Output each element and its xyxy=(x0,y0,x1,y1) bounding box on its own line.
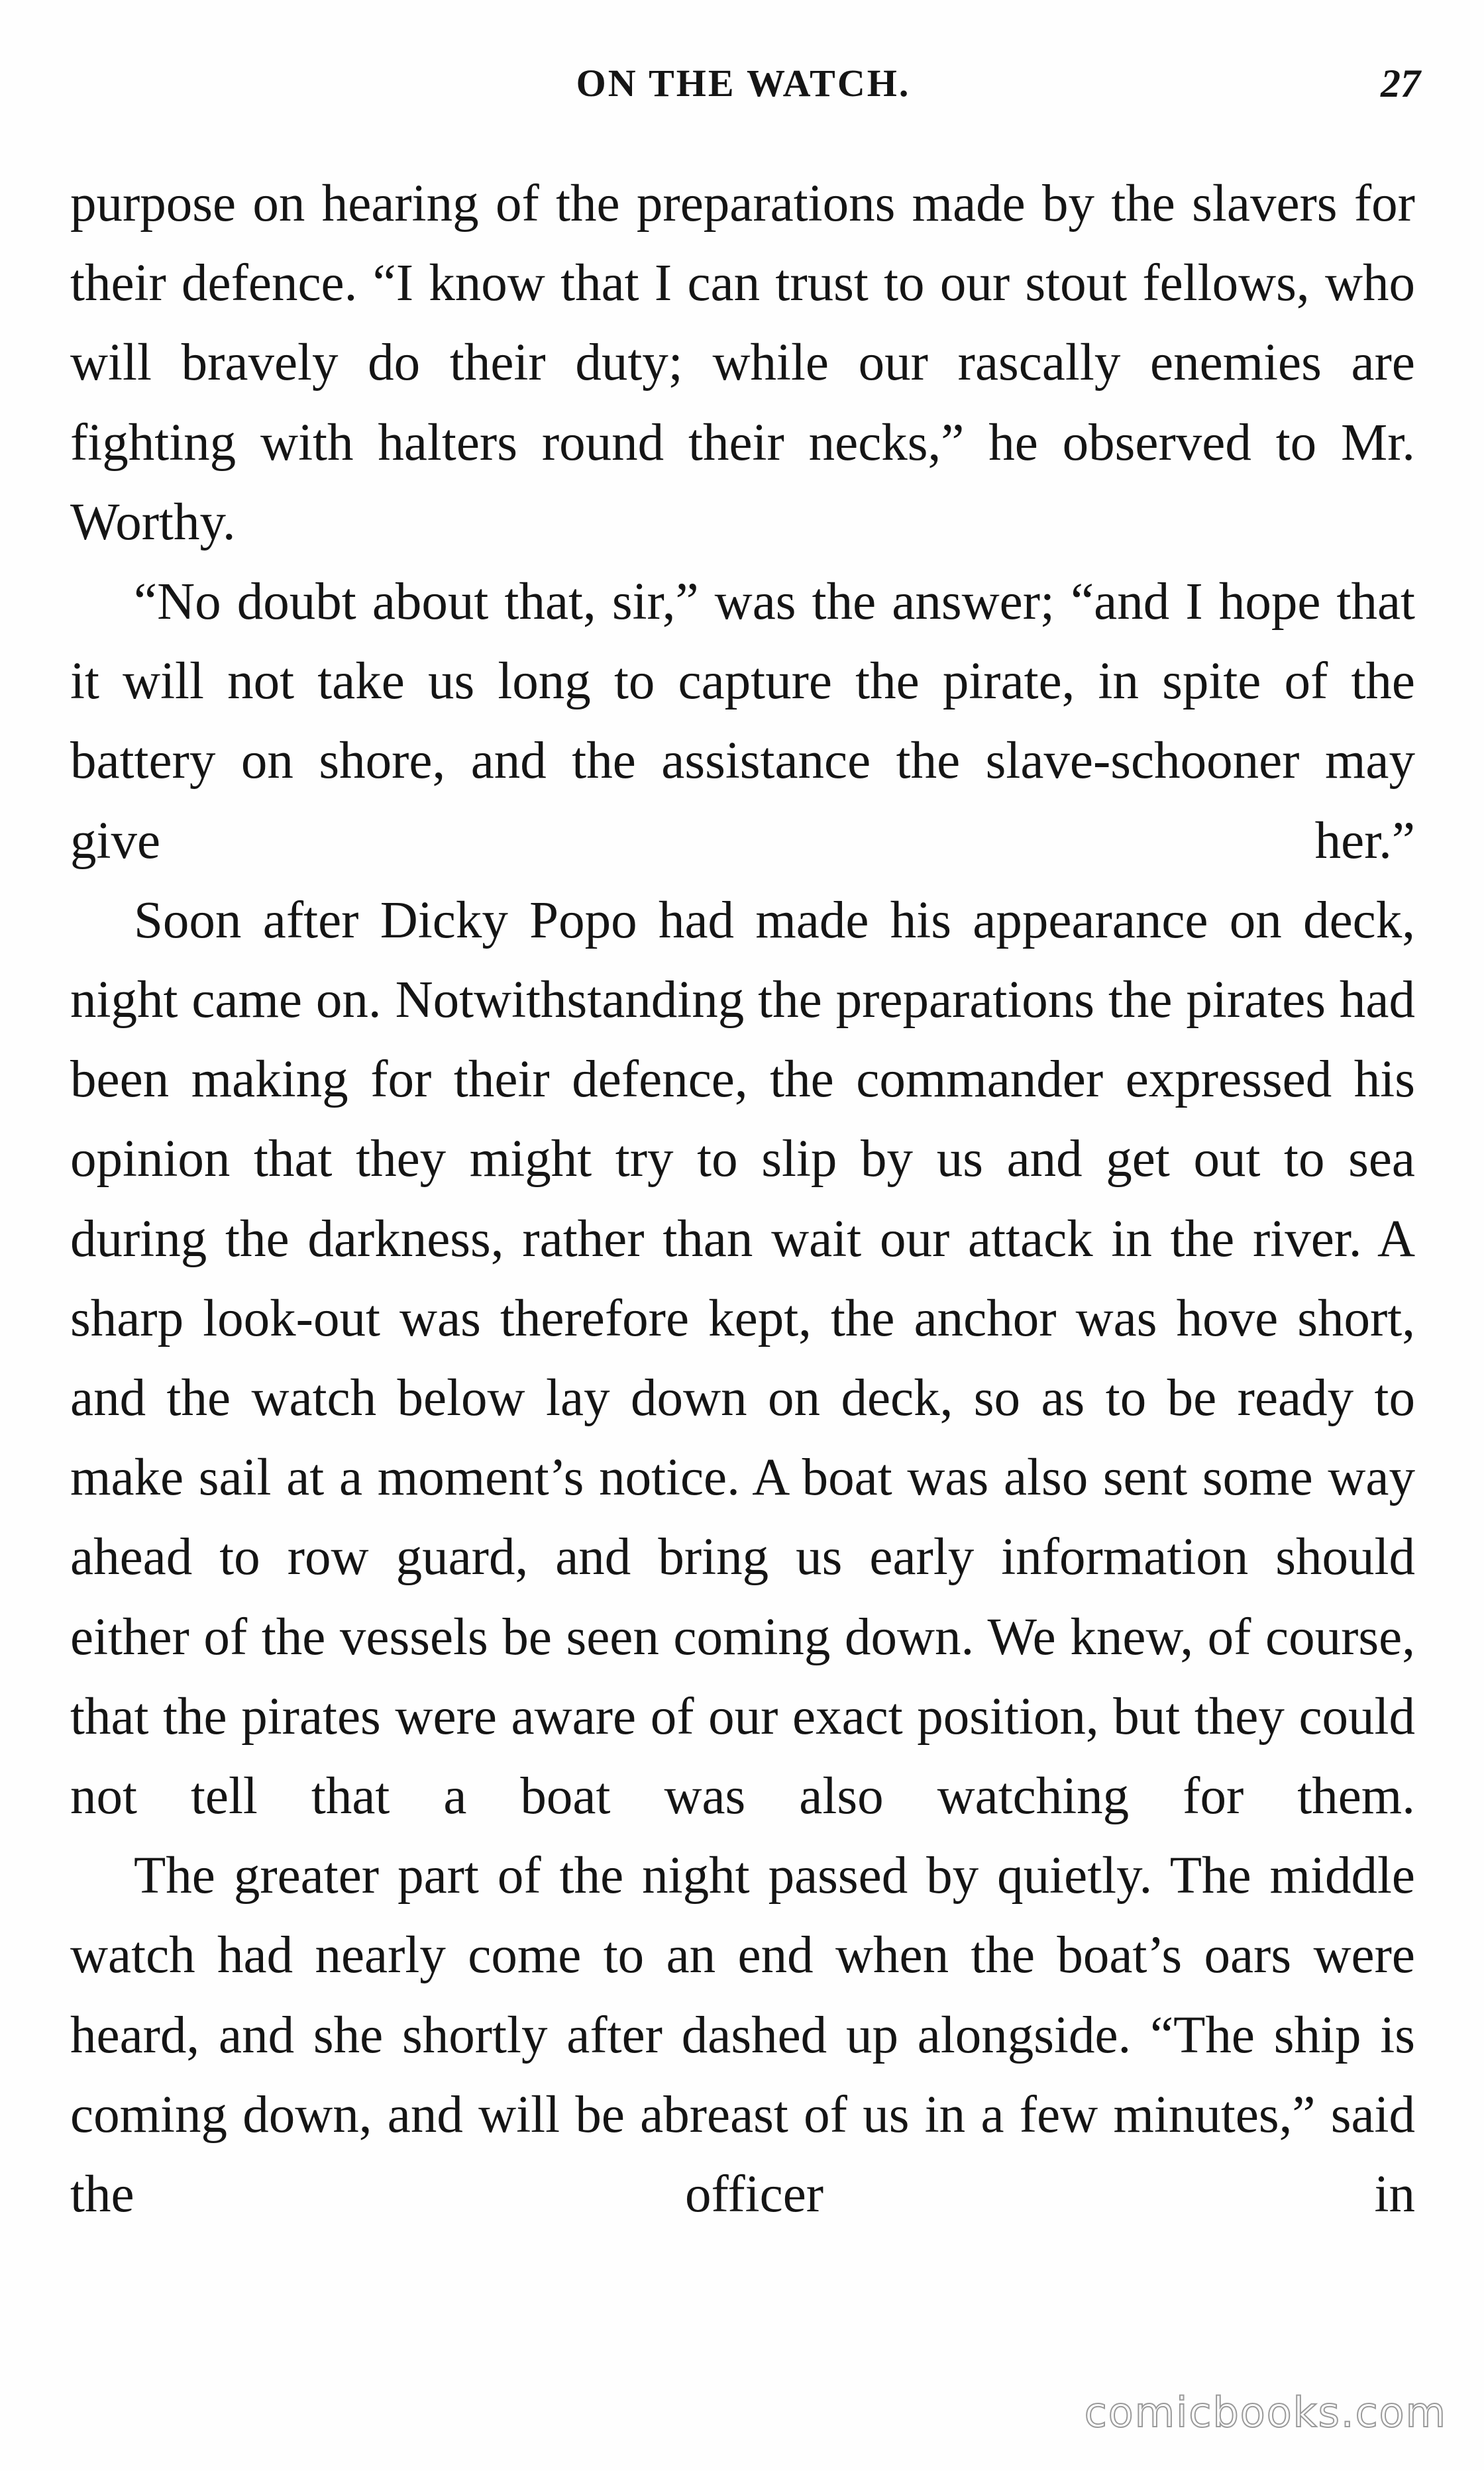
running-head-title: ON THE WATCH. xyxy=(576,62,911,105)
paragraph-3: Soon after Dicky Popo had made his appearance on deck, night came on. Notwithstanding the preparations the pirates had been making for their defence, the commander expressed his opinion that they might try to slip by us and get out to sea during the darkness, rather than wait our attack in the river. A sharp look-out was therefore kept, the anchor was hove short, and the watch below lay down on deck, so as to be ready to make sail at a moment’s notice. A boat was also sent some way ahead to row guard, and bring us early information should either of the vessels be seen coming down. We knew, of course, that the pirates were aware of our exact position, but they could not tell that a boat was also watching for them. xyxy=(70,891,1415,1826)
watermark-logo: comicbooks.com xyxy=(1084,2388,1447,2437)
paragraph-4: The greater part of the night passed by quietly. The middle watch had nearly come to an end when the boat’s oars were heard, and she shortly after dashed up alongside. “The ship is coming down, and will be abreast of us in a few minutes,” said the officer in xyxy=(70,1847,1415,2224)
page-number: 27 xyxy=(1381,62,1420,105)
paragraph-1: purpose on hearing of the preparations made by the slavers for their defence. “I know that I can trust to our stout fellows, who will bravely do their duty; while our rascally enemies are fighting with halters round their necks,” he observed to Mr. Worthy. xyxy=(70,175,1415,551)
body-text xyxy=(70,164,1415,2234)
page-header xyxy=(66,57,1420,110)
paragraph-2: “No doubt about that, sir,” was the answer; “and I hope that it will not take us long to capture the pirate, in spite of the battery on shore, and the assistance the slave-schooner may give her.” xyxy=(70,573,1415,870)
